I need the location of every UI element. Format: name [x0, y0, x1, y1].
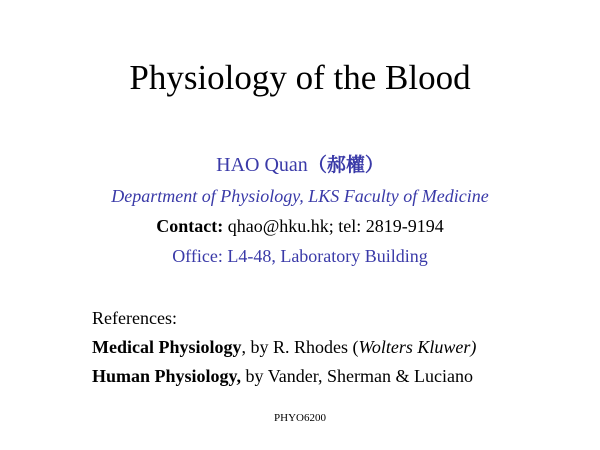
- contact-details: qhao@hku.hk; tel: 2819-9194: [223, 216, 444, 236]
- department: Department of Physiology, LKS Faculty of Medicine: [111, 186, 489, 206]
- slide-title: Physiology of the Blood: [129, 58, 471, 97]
- reference-author: by Vander, Sherman & Luciano: [241, 366, 473, 386]
- references-heading: References:: [92, 308, 177, 328]
- office-location: Office: L4-48, Laboratory Building: [172, 246, 428, 266]
- reference-item: [92, 335, 476, 359]
- contact-label: Contact:: [156, 216, 224, 236]
- reference-item: [92, 364, 473, 388]
- reference-author: , by R. Rhodes (: [241, 337, 359, 357]
- course-code: PHYO6200: [274, 412, 326, 424]
- author-line: [0, 152, 600, 178]
- contact-line: [0, 214, 600, 238]
- author-name: HAO Quan: [216, 154, 308, 176]
- reference-title: Medical Physiology: [92, 337, 242, 357]
- author-chinese-name: （郝權）: [307, 154, 384, 176]
- reference-title: Human Physiology,: [92, 366, 242, 386]
- reference-publisher: Wolters Kluwer): [358, 337, 477, 357]
